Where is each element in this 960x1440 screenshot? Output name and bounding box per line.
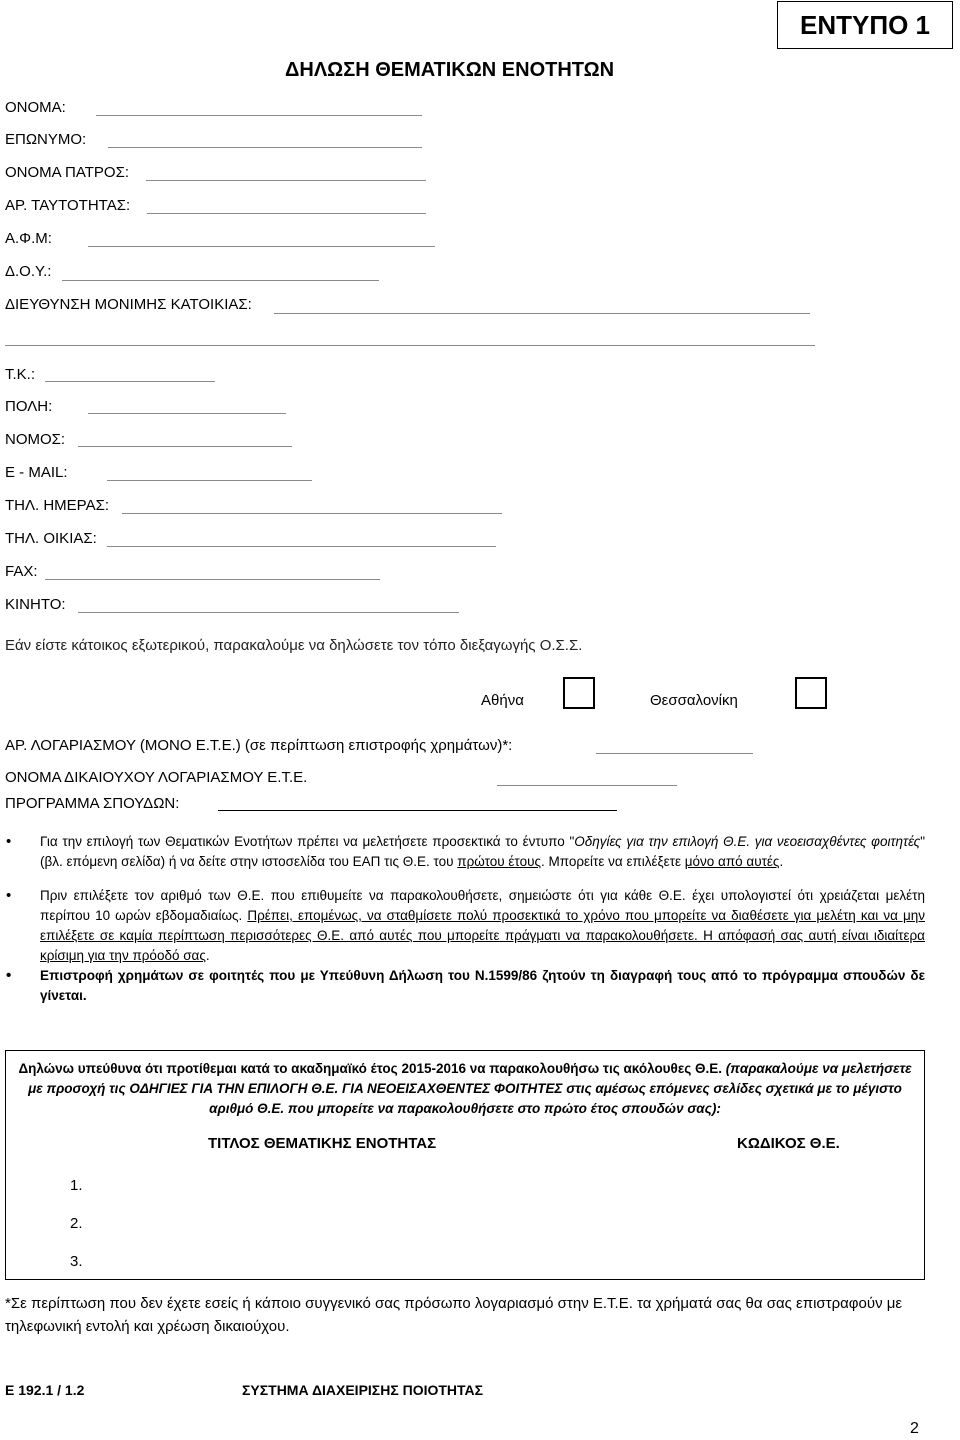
- athens-checkbox[interactable]: [563, 677, 595, 709]
- account-holder-label: ΟΝΟΜΑ ΔΙΚΑΙΟΥΧΟΥ ΛΟΓΑΡΙΑΣΜΟΥ Ε.Τ.Ε.: [5, 769, 308, 786]
- bank-account-label: ΑΡ. ΛΟΓΑΡΙΑΣΜΟΥ (ΜΟΝΟ Ε.Τ.Ε.) (σε περίπτωση επιστροφής χρημάτων)*:: [5, 737, 513, 754]
- surname-label: ΕΠΩΝΥΜΟ:: [5, 131, 87, 148]
- address-label: ΔΙΕΥΘΥΝΣΗ ΜΟΝΙΜΗΣ ΚΑΤΟΙΚΙΑΣ:: [5, 296, 252, 313]
- phone-day-label: ΤΗΛ. ΗΜΕΡΑΣ:: [5, 497, 110, 514]
- course-row-2[interactable]: 2.: [70, 1215, 83, 1232]
- address-field[interactable]: [274, 313, 810, 314]
- tax-office-label: Δ.Ο.Υ.:: [5, 263, 52, 280]
- course-title-header: ΤΙΤΛΟΣ ΘΕΜΑΤΙΚΗΣ ΕΝΟΤΗΤΑΣ: [208, 1135, 437, 1152]
- thessaloniki-checkbox[interactable]: [795, 677, 827, 709]
- form-number-badge: ΕΝΤΥΠΟ 1: [777, 1, 953, 49]
- abroad-note: Εάν είστε κάτοικος εξωτερικού, παρακαλούμε να δηλώσετε τον τόπο διεξαγωγής Ο.Σ.Σ.: [5, 637, 583, 654]
- phone-home-field[interactable]: [107, 546, 496, 547]
- document-code: Ε 192.1 / 1.2: [5, 1382, 85, 1398]
- id-number-label: ΑΡ. ΤΑΥΤΟΤΗΤΑΣ:: [5, 197, 131, 214]
- father-name-label: ΟΝΟΜΑ ΠΑΤΡΟΣ:: [5, 164, 130, 181]
- name-field[interactable]: [96, 115, 422, 116]
- page-number: 2: [910, 1420, 919, 1437]
- tax-number-label: Α.Φ.Μ:: [5, 230, 52, 247]
- study-program-field[interactable]: [218, 810, 617, 811]
- mobile-field[interactable]: [78, 612, 459, 613]
- mobile-label: ΚΙΝΗΤΟ:: [5, 596, 66, 613]
- footnote: *Σε περίπτωση που δεν έχετε εσείς ή κάποιο συγγενικό σας πρόσωπο λογαριασμό στην Ε.Τ.Ε. τα χρήματά σας θα σας επιστραφούν με τηλεφωνική εντολή και χρέωση δικαιούχου.: [5, 1295, 903, 1335]
- city-label: ΠΟΛΗ:: [5, 398, 53, 415]
- fax-field[interactable]: [45, 579, 380, 580]
- phone-day-field[interactable]: [122, 513, 502, 514]
- instruction-item-1: • Για την επιλογή των Θεματικών Ενοτήτων πρέπει να μελετήσετε προσεκτικά το έντυπο "Οδηγίες για την επιλογή Θ.Ε. για νεοεισαχθέντες φοιτητές" (βλ. επόμενη σελίδα) ή να δείτε στην ιστοσελίδα του ΕΑΠ τις Θ.Ε. του πρώτου έτους. Μπορείτε να επιλέξετε μόνο από αυτές.: [5, 832, 925, 872]
- instruction-item-2: • Πριν επιλέξετε τον αριθμό των Θ.Ε. που επιθυμείτε να παρακολουθήσετε, σημειώστε ότι για κάθε Θ.Ε. έχει υπολογιστεί ότι χρειάζεται μελέτη περίπου 10 ωρών εβδομαδιαίως. Πρέπει, επομένως, να σταθμίσετε πολύ προσεκτικά το χρόνο που μπορείτε να διαθέσετε για μελέτη και να μην επιλέξετε σε καμία περίπτωση περισσότερες Θ.Ε. από αυτές που μπορείτε πράγματι να παρακολουθήσετε. Η απόφασή σας αυτή είναι ιδιαίτερα κρίσιμη για την πρόοδό σας.: [5, 886, 925, 966]
- address-field-line-2[interactable]: [5, 345, 815, 346]
- account-holder-field[interactable]: [497, 785, 677, 786]
- tax-number-field[interactable]: [88, 246, 435, 247]
- surname-field[interactable]: [108, 147, 422, 148]
- email-field[interactable]: [107, 480, 312, 481]
- course-row-1[interactable]: 1.: [70, 1177, 83, 1194]
- athens-option-label: Αθήνα: [481, 692, 524, 709]
- fax-label: FAX:: [5, 563, 38, 580]
- declaration-text: Δηλώνω υπεύθυνα ότι προτίθεμαι κατά το ακαδημαϊκό έτος 2015-2016 να παρακολουθήσω τις ακόλουθες Θ.Ε. (παρακαλούμε να μελετήσετε με προσοχή τις ΟΔΗΓΙΕΣ ΓΙΑ ΤΗΝ ΕΠΙΛΟΓΗ Θ.Ε. ΓΙΑ ΝΕΟΕΙΣΑΧΘΕΝΤΕΣ ΦΟΙΤΗΤΕΣ στις αμέσως επόμενες σελίδες σχετικά με το μέγιστο αριθμό Θ.Ε. που μπορείτε να παρακολουθήσετε στο πρώτο έτος σπουδών σας):: [18, 1061, 912, 1116]
- city-field[interactable]: [88, 413, 286, 414]
- thessaloniki-option-label: Θεσσαλονίκη: [650, 692, 738, 709]
- course-row-3[interactable]: 3.: [70, 1253, 83, 1270]
- study-program-label: ΠΡΟΓΡΑΜΜΑ ΣΠΟΥΔΩΝ:: [5, 795, 180, 812]
- name-label: ΟΝΟΜΑ:: [5, 99, 66, 116]
- email-label: Ε - MAIL:: [5, 464, 68, 481]
- quality-system-label: ΣΥΣΤΗΜΑ ΔΙΑΧΕΙΡΙΣΗΣ ΠΟΙΟΤΗΤΑΣ: [242, 1382, 484, 1398]
- declaration-box: [5, 1050, 925, 1280]
- bank-account-field[interactable]: [596, 753, 753, 754]
- postal-code-label: Τ.Κ.:: [5, 366, 36, 383]
- id-number-field[interactable]: [147, 213, 426, 214]
- prefecture-label: ΝΟΜΟΣ:: [5, 431, 66, 448]
- prefecture-field[interactable]: [78, 446, 292, 447]
- postal-code-field[interactable]: [45, 381, 215, 382]
- instruction-item-3: • Επιστροφή χρημάτων σε φοιτητές που με Υπεύθυνη Δήλωση του Ν.1599/86 ζητούν τη διαγραφή τους από το πρόγραμμα σπουδών δε γίνεται.: [5, 966, 925, 1006]
- instructions-list: [5, 832, 925, 1006]
- father-name-field[interactable]: [146, 180, 426, 181]
- phone-home-label: ΤΗΛ. ΟΙΚΙΑΣ:: [5, 530, 97, 547]
- form-title: ΔΗΛΩΣΗ ΘΕΜΑΤΙΚΩΝ ΕΝΟΤΗΤΩΝ: [285, 59, 615, 81]
- tax-office-field[interactable]: [62, 280, 379, 281]
- course-code-header: ΚΩΔΙΚΟΣ Θ.Ε.: [737, 1135, 840, 1152]
